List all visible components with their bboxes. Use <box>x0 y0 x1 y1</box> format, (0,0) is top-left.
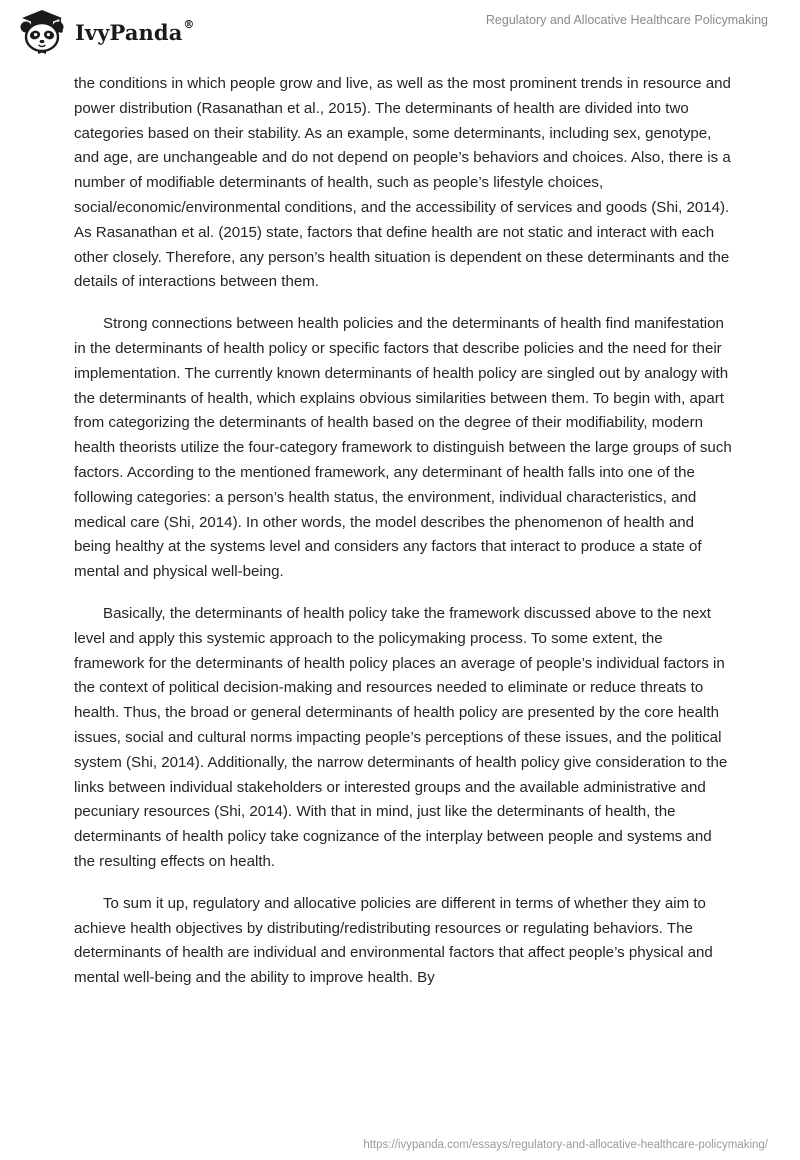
paragraph: Basically, the determinants of health policy take the framework discussed above to the next level and apply this systemic approach to the policymaking process. To some extent, the framework for the determinants of health policy places an average of people’s individual factors in the context of political decision-making and resources needed to eliminate or reduce threats to health. Thus, the broad or general determinants of health policy are presented by the core health issues, social and cultural norms impacting people’s perceptions of these issues, and the political system (Shi, 2014). Additionally, the narrow determinants of health policy give consideration to the links between individual stakeholders or interested groups and the available administrative and pecuniary resources (Shi, 2014). With that in mind, just like the determinants of health, the determinants of health policy take cognizance of the interplay between people and systems and the resulting effects on health. <box>74 604 728 870</box>
registered-mark: ® <box>183 17 195 31</box>
paragraph: Strong connections between health policies and the determinants of health find manifestation in the determinants of health policy or specific factors that describe policies and the need for their implementation. The currently known determinants of health policy are singled out by analogy with the determinants of health, which explains obvious similarities between them. To begin with, apart from categorizing the determinants of health based on the degree of their modifiability, modern health theorists utilize the four-category framework to distinguish between the large groups of such factors. According to the mentioned framework, any determinant of health falls into one of the following categories: a person’s health status, the environment, individual characteristics, and medical care (Shi, 2014). In other words, the model describes the phenomenon of health and being healthy at the systems level and considers any factors that interact to produce a state of mental and physical well-being. <box>74 315 732 581</box>
essay-body <box>74 72 734 1008</box>
paragraph-continued: the conditions in which people grow and live, as well as the most prominent trends in resource and power distribution (Rasanathan et al., 2015). The determinants of health are divided into two categories based on their stability. As an example, some determinants, including sex, genotype, and age, are unchangeable and do not depend on people’s behaviors and choices. Also, there is a number of modifiable determinants of health, such as people’s lifestyle choices, social/economic/environmental conditions, and the accessibility of services and goods (Shi, 2014). As Rasanathan et al. (2015) state, factors that define health are not static and interact with each other closely. Therefore, any person’s health situation is dependent on these determinants and the details of interactions between them. <box>74 75 731 291</box>
source-url-link[interactable]: https://ivypanda.com/essays/regulatory-and-allocative-healthcare-policymaking/ <box>363 1139 768 1151</box>
document-title: Regulatory and Allocative Healthcare Policymaking <box>485 13 768 27</box>
panda-graduate-icon <box>14 8 70 54</box>
paragraph: To sum it up, regulatory and allocative policies are different in terms of whether they aim to achieve health objectives by distributing/redistributing resources or regulating behaviors. The determinants of health are individual and environmental factors that affect people’s physical and mental well-being and the ability to improve health. By <box>74 894 713 987</box>
ivypanda-logo[interactable] <box>14 8 195 54</box>
brand-name: IvyPanda® <box>75 17 195 45</box>
page-header <box>0 0 800 60</box>
